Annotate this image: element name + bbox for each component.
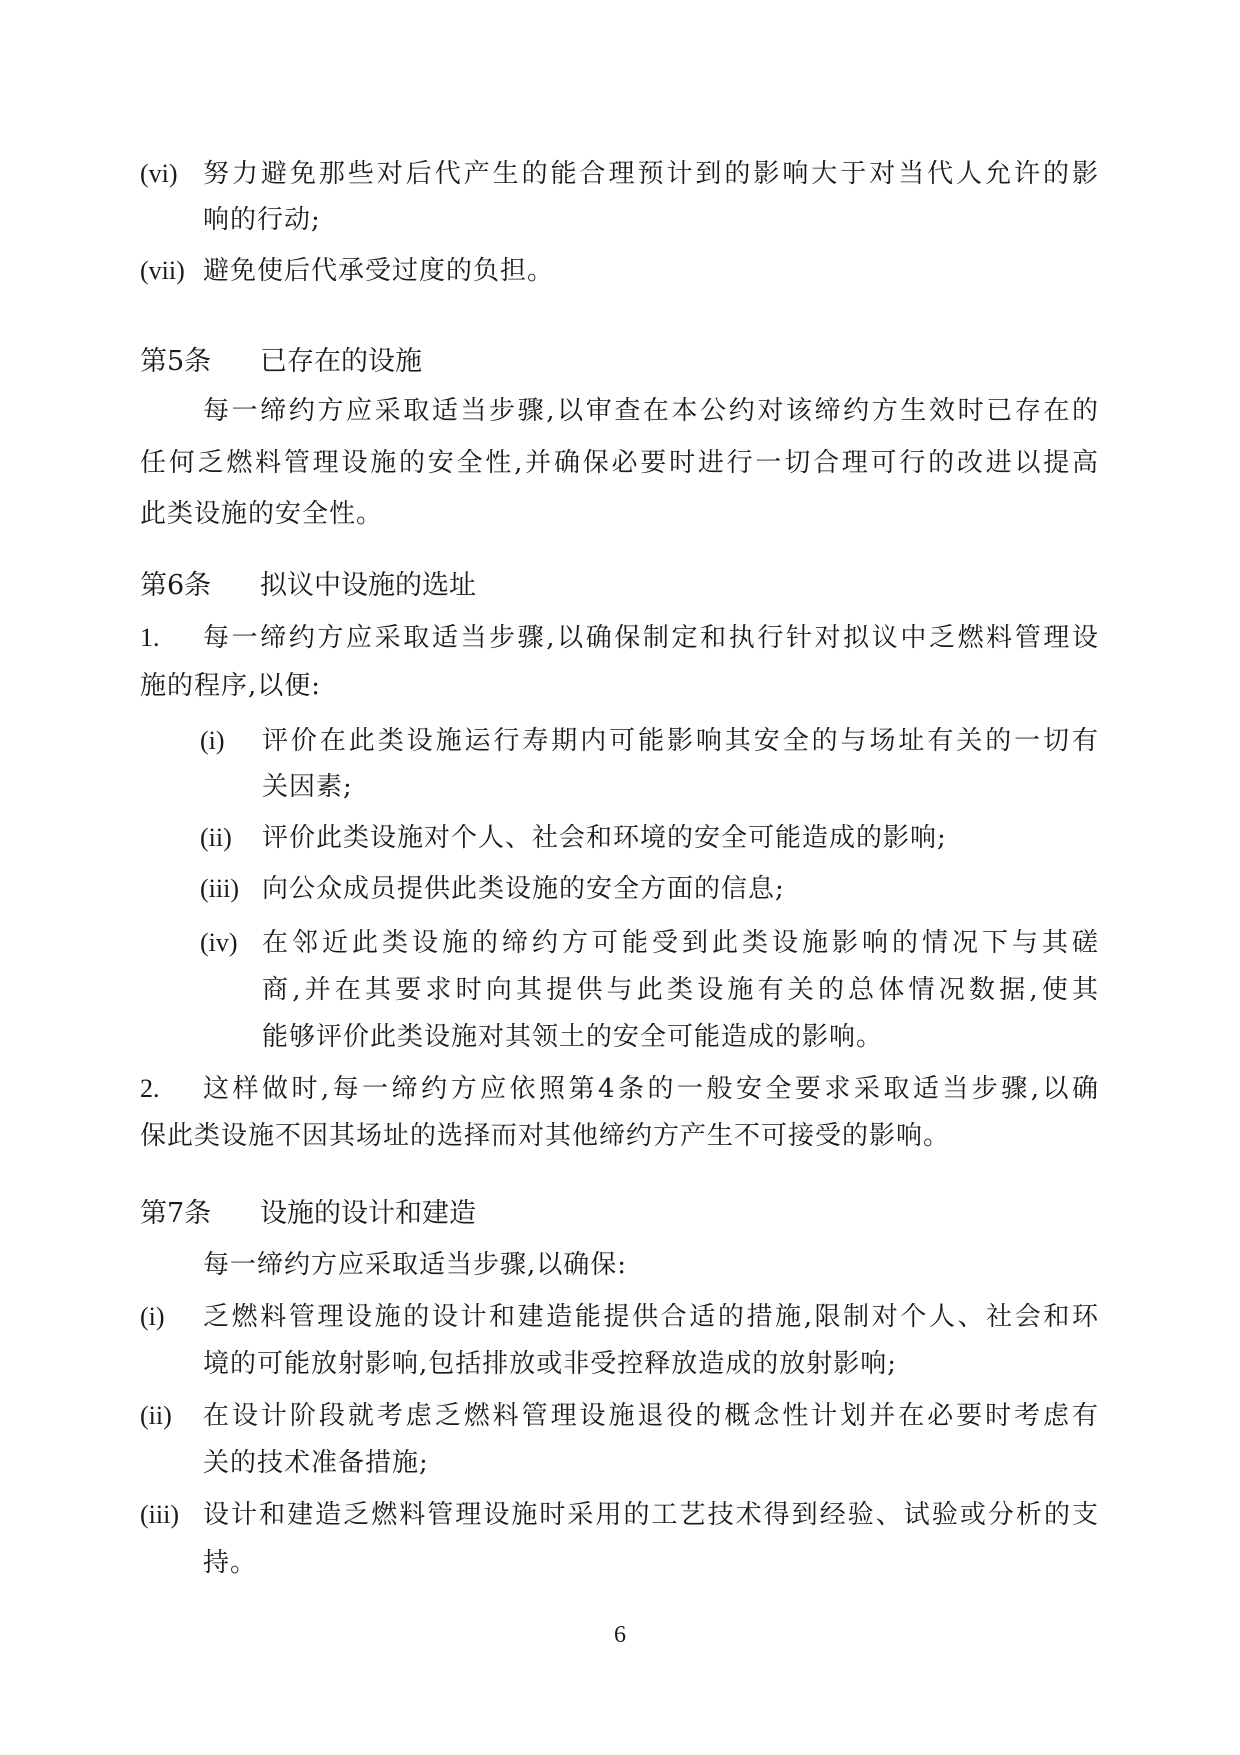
article-number: 第5条 <box>140 346 212 377</box>
paragraph-line: 任何乏燃料管理设施的安全性,并确保必要时进行一切合理可行的改进以提高 <box>140 448 1099 478</box>
list-item-text: 设计和建造乏燃料管理设施时采用的工艺技术得到经验、试验或分析的支 <box>203 1500 1098 1530</box>
list-marker: (ii) <box>140 1401 172 1430</box>
article-number: 第6条 <box>140 570 212 601</box>
list-marker: (iii) <box>140 1500 179 1529</box>
paragraph-line: 施的程序,以便: <box>140 671 322 701</box>
paragraph-line: 此类设施的安全性。 <box>140 499 384 529</box>
list-item-text: 努力避免那些对后代产生的能合理预计到的影响大于对当代人允许的影 <box>203 159 1098 189</box>
article-title: 设施的设计和建造 <box>260 1198 476 1229</box>
paragraph-number: 1. <box>140 623 160 652</box>
list-item-text: 避免使后代承受过度的负担。 <box>203 256 555 286</box>
list-marker: (iii) <box>200 874 239 903</box>
paragraph-number: 2. <box>140 1074 160 1103</box>
paragraph-line: 每一缔约方应采取适当步骤,以确保制定和执行针对拟议中乏燃料管理设 <box>203 623 1098 653</box>
list-item-text: 向公众成员提供此类设施的安全方面的信息; <box>262 874 785 904</box>
list-marker: (iv) <box>200 928 238 957</box>
list-marker: (vii) <box>140 256 185 285</box>
list-item-text: 境的可能放射影响,包括排放或非受控释放造成的放射影响; <box>203 1349 898 1379</box>
page-number: 6 <box>614 1622 626 1648</box>
list-item-text: 评价此类设施对个人、社会和环境的安全可能造成的影响; <box>262 823 947 853</box>
list-item-text: 在邻近此类设施的缔约方可能受到此类设施影响的情况下与其磋 <box>262 928 1098 958</box>
list-marker: (i) <box>200 726 225 755</box>
list-item-text: 关因素; <box>262 772 353 802</box>
paragraph-line: 这样做时,每一缔约方应依照第4条的一般安全要求采取适当步骤,以确 <box>203 1074 1098 1104</box>
list-item-text: 持。 <box>203 1548 258 1578</box>
paragraph-line: 每一缔约方应采取适当步骤,以确保: <box>203 1250 628 1280</box>
article-title: 拟议中设施的选址 <box>260 570 476 601</box>
list-item-text: 能够评价此类设施对其领土的安全可能造成的影响。 <box>262 1022 884 1052</box>
list-item-text: 关的技术准备措施; <box>203 1448 429 1478</box>
article-number: 第7条 <box>140 1198 212 1229</box>
article-title: 已存在的设施 <box>260 346 422 377</box>
list-marker: (ii) <box>200 823 232 852</box>
list-marker: (vi) <box>140 159 178 188</box>
paragraph-line: 每一缔约方应采取适当步骤,以审查在本公约对该缔约方生效时已存在的 <box>203 396 1098 426</box>
list-item-text: 在设计阶段就考虑乏燃料管理设施退役的概念性计划并在必要时考虑有 <box>203 1401 1098 1431</box>
list-item-text: 响的行动; <box>203 205 321 235</box>
list-item-text: 评价在此类设施运行寿期内可能影响其安全的与场址有关的一切有 <box>262 726 1098 756</box>
list-item-text: 商,并在其要求时向其提供与此类设施有关的总体情况数据,使其 <box>262 975 1098 1005</box>
paragraph-line: 保此类设施不因其场址的选择而对其他缔约方产生不可接受的影响。 <box>140 1121 951 1151</box>
list-item-text: 乏燃料管理设施的设计和建造能提供合适的措施,限制对个人、社会和环 <box>203 1302 1098 1332</box>
list-marker: (i) <box>140 1302 165 1331</box>
